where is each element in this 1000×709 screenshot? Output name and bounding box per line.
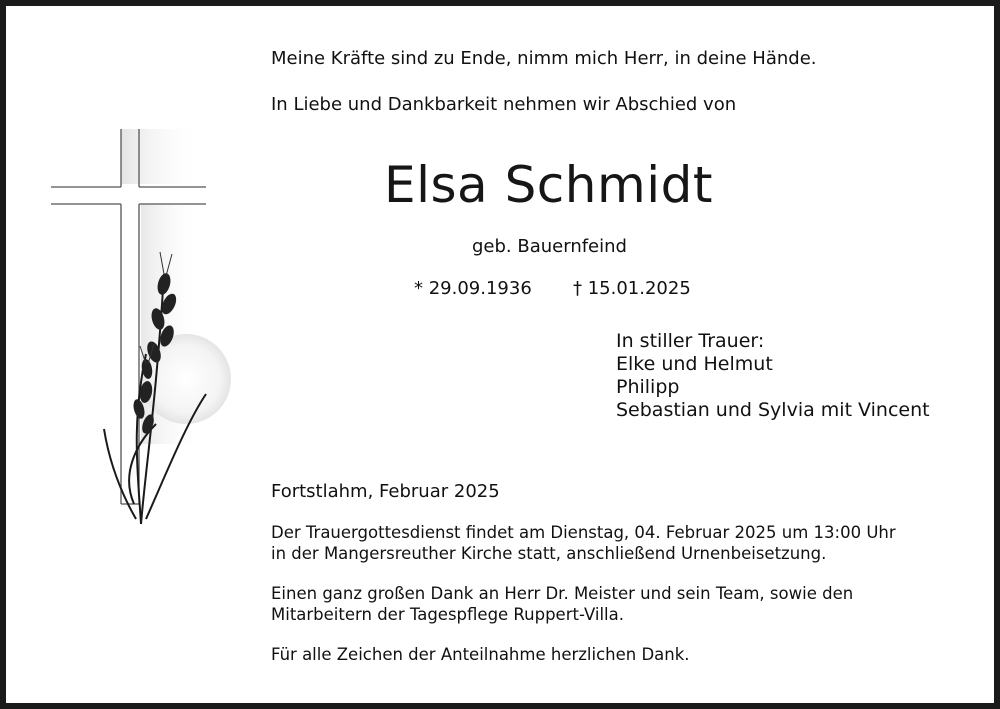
birth-date: * 29.09.1936 [414, 278, 532, 299]
thanks-line: Einen ganz großen Dank an Herr Dr. Meister und sein Team, sowie den [271, 584, 854, 603]
service-line: Der Trauergottesdienst findet am Dienstag, 04. Februar 2025 um 13:00 Uhr [271, 523, 896, 542]
mourner-line: Sebastian und Sylvia mit Vincent [616, 399, 930, 421]
mourners-list [616, 330, 930, 422]
closing-text [271, 644, 690, 665]
place-date: Fortstlahm, Februar 2025 [271, 481, 500, 502]
verse: Meine Kräfte sind zu Ende, nimm mich Herr, in deine Hände. [271, 48, 817, 69]
intro-line: In Liebe und Dankbarkeit nehmen wir Abschied von [271, 94, 737, 115]
death-date: † 15.01.2025 [573, 278, 691, 299]
thanks-text [271, 583, 853, 625]
mourner-line: Elke und Helmut [616, 353, 773, 375]
maiden-name: geb. Bauernfeind [472, 236, 627, 257]
deceased-name: Elsa Schmidt [384, 156, 713, 214]
closing-line: Für alle Zeichen der Anteilnahme herzlichen Dank. [271, 645, 690, 664]
thanks-line: Mitarbeitern der Tagespflege Ruppert-Villa. [271, 605, 624, 624]
cross-with-wheat-icon [46, 124, 256, 534]
service-line: in der Mangersreuther Kirche statt, anschließend Urnenbeisetzung. [271, 544, 827, 563]
service-info [271, 522, 896, 564]
mourner-line: Philipp [616, 376, 680, 398]
mourners-heading: In stiller Trauer: [616, 330, 765, 352]
